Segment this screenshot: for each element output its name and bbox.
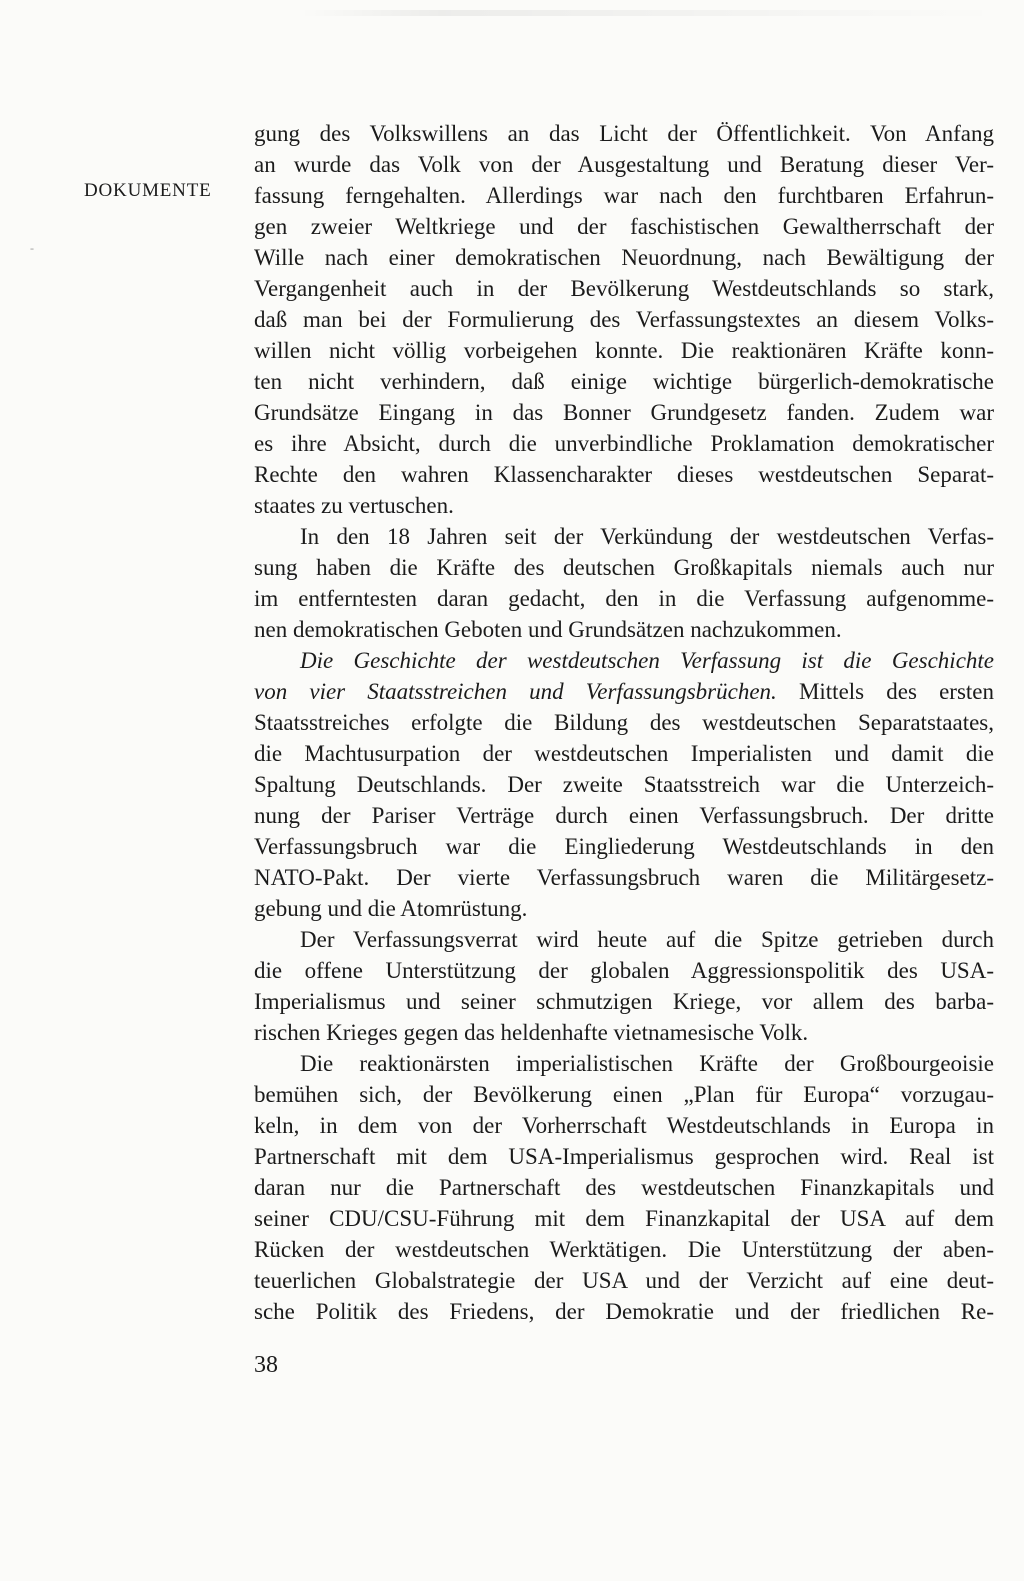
text-line: gen zweier Weltkriege und der faschistischen Gewaltherrschaft der [254,214,994,239]
text-line: Die reaktionärsten imperialistischen Kräfte der Großbourgeoisie [300,1051,994,1076]
text-line: Rücken der westdeutschen Werktätigen. Die Unterstützung der aben- [254,1237,994,1262]
text-line: Wille nach einer demokratischen Neuordnung, nach Bewältigung der [254,245,994,270]
text-line: In den 18 Jahren seit der Verkündung der westdeutschen Verfas- [300,524,994,549]
text-line: die Machtusurpation der westdeutschen Imperialisten und damit die [254,741,994,766]
text-line: Partnerschaft mit dem USA-Imperialismus gesprochen wird. Real ist [254,1144,994,1169]
text-line: fassung ferngehalten. Allerdings war nach den furchtbaren Erfahrun- [254,183,994,208]
margin-label: DOKUMENTE [84,180,212,201]
text-line: daran nur die Partnerschaft des westdeutschen Finanzkapitals und [254,1175,994,1200]
paragraph-3 [254,645,994,924]
paragraph-1 [254,118,994,521]
text-line: im entferntesten daran gedacht, den in die Verfassung aufgenomme- [254,586,994,611]
italic-span: von vier Staatsstreichen und Verfassungsbrüchen. [254,679,777,704]
text-line: NATO-Pakt. Der vierte Verfassungsbruch waren die Militärgesetz- [254,865,994,890]
text-line: Der Verfassungsverrat wird heute auf die Spitze getrieben durch [300,927,994,952]
text-line: sche Politik des Friedens, der Demokratie und der friedlichen Re- [254,1299,994,1324]
text-line: bemühen sich, der Bevölkerung einen „Plan für Europa“ vorzugau- [254,1082,994,1107]
text-line: seiner CDU/CSU-Führung mit dem Finanzkapital der USA auf dem [254,1206,994,1231]
text-line: nen demokratischen Geboten und Grundsätzen nachzukommen. [254,617,842,642]
text-line: Die Geschichte der westdeutschen Verfassung ist die Geschichte [300,648,994,673]
text-line: Spaltung Deutschlands. Der zweite Staatsstreich war die Unterzeich- [254,772,994,797]
text-line: Rechte den wahren Klassencharakter dieses westdeutschen Separat- [254,462,994,487]
text-line: die offene Unterstützung der globalen Aggressionspolitik des USA- [254,958,994,983]
scan-smudge [300,10,1000,16]
margin-mark: - [30,241,34,255]
text-line: Vergangenheit auch in der Bevölkerung Westdeutschlands so stark, [254,276,994,301]
text-line: es ihre Absicht, durch die unverbindliche Proklamation demokratischer [254,431,994,456]
text-line-mixed [254,676,994,707]
text-line: Grundsätze Eingang in das Bonner Grundgesetz fanden. Zudem war [254,400,994,425]
text-line: gebung und die Atomrüstung. [254,896,528,921]
text-line: sung haben die Kräfte des deutschen Großkapitals niemals auch nur [254,555,994,580]
roman-span: Mittels des ersten [776,679,995,704]
page-number: 38 [254,1352,278,1378]
paragraph-5 [254,1048,994,1327]
text-line: rischen Krieges gegen das heldenhafte vietnamesische Volk. [254,1020,809,1045]
text-line: staates zu vertuschen. [254,493,454,518]
text-line: Verfassungsbruch war die Eingliederung Westdeutschlands in den [254,834,994,859]
text-line: keln, in dem von der Vorherrschaft Westdeutschlands in Europa in [254,1113,994,1138]
text-line: gung des Volkswillens an das Licht der Öffentlichkeit. Von Anfang [254,121,994,146]
text-line: ten nicht verhindern, daß einige wichtige bürgerlich-demokratische [254,369,994,394]
paragraph-4 [254,924,994,1048]
text-line: willen nicht völlig vorbeigehen konnte. Die reaktionären Kräfte konn- [254,338,994,363]
text-line: daß man bei der Formulierung des Verfassungstextes an diesem Volks- [254,307,994,332]
text-line: teuerlichen Globalstrategie der USA und der Verzicht auf eine deut- [254,1268,994,1293]
text-line: an wurde das Volk von der Ausgestaltung und Beratung dieser Ver- [254,152,994,177]
text-line: Imperialismus und seiner schmutzigen Kriege, vor allem des barba- [254,989,994,1014]
paragraph-2 [254,521,994,645]
body-text [254,118,994,1327]
text-line: Staatsstreiches erfolgte die Bildung des westdeutschen Separatstaates, [254,710,994,735]
text-line: nung der Pariser Verträge durch einen Verfassungsbruch. Der dritte [254,803,994,828]
